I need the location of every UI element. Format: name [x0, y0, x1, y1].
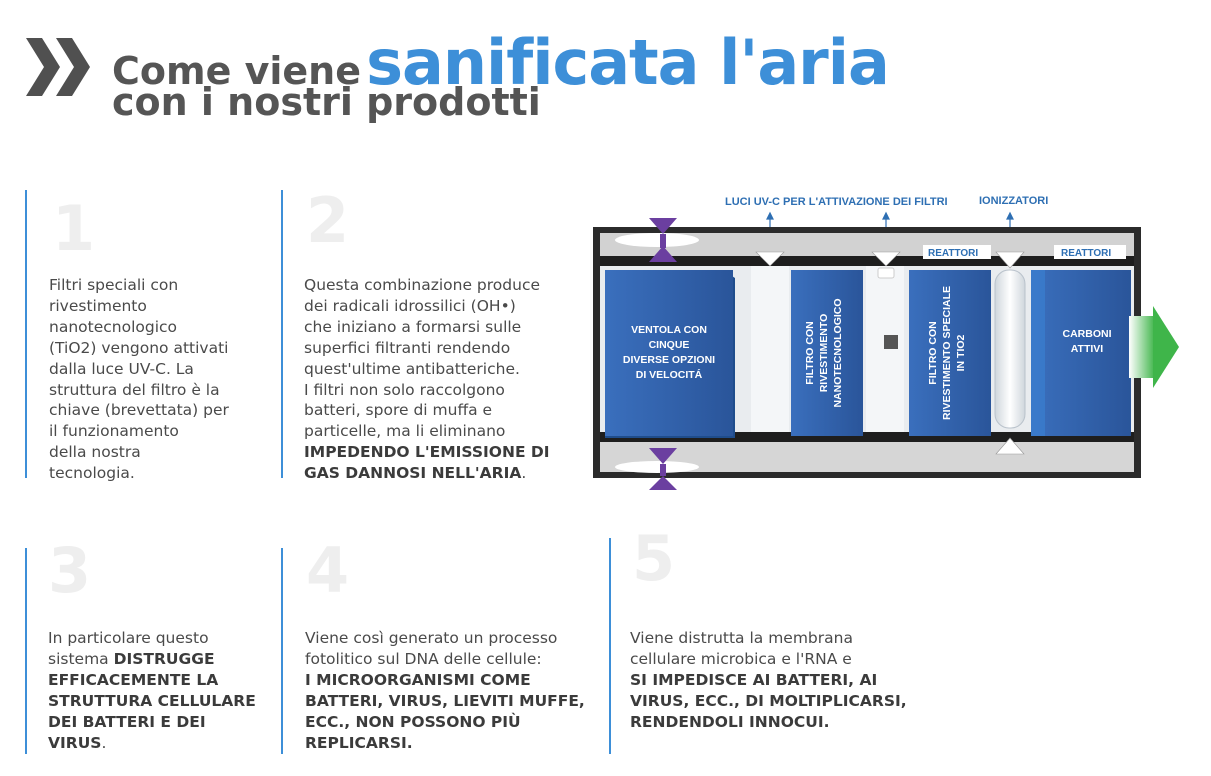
- carbon-box: [1031, 270, 1131, 436]
- text-line: nanotecnologico: [49, 317, 178, 336]
- step-number: 3: [48, 534, 92, 607]
- text-tail: .: [521, 464, 527, 483]
- box-label: ATTIVI: [1070, 343, 1104, 355]
- text-line: rivestimento: [49, 296, 147, 315]
- box-label: IN TIO2: [955, 334, 967, 372]
- step-number: 4: [306, 534, 350, 607]
- text-tail: .: [101, 733, 107, 752]
- divider-line: [281, 190, 283, 478]
- box-label: RIVESTIMENTO SPECIALE: [941, 286, 953, 420]
- text-line: tecnologia.: [49, 464, 135, 483]
- bold-line: SI IMPEDISCE AI BATTERI, AI: [630, 670, 878, 689]
- text-line: Viene così generato un processo: [305, 629, 558, 647]
- reactors-label-1: REATTORI: [928, 248, 979, 259]
- text-line: dalla luce UV-C. La: [49, 359, 194, 378]
- step-1-text: [49, 275, 269, 484]
- text-line: chiave (brevettata) per: [49, 401, 229, 420]
- text-line: quest'ultime antibatteriche.: [304, 359, 520, 378]
- step-5-text: [630, 628, 930, 733]
- title-highlight: sanificata l'aria: [366, 26, 889, 99]
- uvc-lights-label: LUCI UV-C PER L'ATTIVAZIONE DEI FILTRI: [725, 196, 948, 208]
- text-line: della nostra: [49, 443, 141, 462]
- ionizers-label: IONIZZATORI: [979, 195, 1049, 207]
- box-label: FILTRO CON: [927, 321, 939, 385]
- ionizer-lamp: [995, 270, 1025, 428]
- bold-line: EFFICACEMENTE LA: [48, 670, 219, 689]
- box-label: FILTRO CON: [804, 321, 816, 385]
- text-line: particelle, ma li eliminano: [304, 422, 506, 441]
- reactors-label-2: REATTORI: [1061, 248, 1112, 259]
- text-line: struttura del filtro è la: [49, 380, 220, 399]
- text-line: superfici filtranti rendendo: [304, 338, 511, 357]
- text-line: che iniziano a formarsi sulle: [304, 317, 522, 336]
- text-line: il funzionamento: [49, 422, 179, 441]
- step-number: 2: [306, 184, 350, 257]
- box-label: NANOTECNOLOGICO: [832, 298, 844, 408]
- text-line: Viene distrutta la membrana: [630, 629, 853, 647]
- title-part1: Come viene: [112, 49, 361, 93]
- bold-line: I MICROORGANISMI COME: [305, 670, 531, 689]
- fan-box: [605, 270, 735, 438]
- bold-line: GAS DANNOSI NELL'ARIA: [304, 464, 522, 483]
- text-line: batteri, spore di muffa e: [304, 401, 493, 420]
- nano-filter-box: [791, 270, 863, 436]
- purifier-diagram: [591, 190, 1181, 490]
- bold-line: DISTRUGGE: [113, 649, 215, 668]
- bold-line: RENDENDOLI INNOCUI.: [630, 712, 830, 731]
- step-3-text: [48, 628, 273, 753]
- tio2-filter-box: [909, 270, 991, 436]
- title-line2: con i nostri prodotti: [112, 80, 541, 124]
- text-line: In particolare questo: [48, 629, 209, 647]
- air-outflow-arrow-icon: [1129, 306, 1179, 388]
- box-label: CINQUE: [648, 339, 690, 351]
- box-label: VENTOLA CON: [631, 324, 707, 336]
- bold-line: DEI BATTERI E DEI: [48, 712, 206, 731]
- box-label: DIVERSE OPZIONI: [622, 354, 716, 366]
- text-prefix: sistema: [48, 649, 114, 668]
- box-label: CARBONI: [1062, 328, 1112, 340]
- double-chevron-icon: [26, 38, 92, 96]
- bold-line: BATTERI, VIRUS, LIEVITI MUFFE,: [305, 691, 585, 710]
- text-line: dei radicali idrossilici (OH•): [304, 296, 516, 315]
- box-label: RIVESTIMENTO: [818, 313, 830, 393]
- text-line: I filtri non solo raccolgono: [304, 380, 505, 399]
- bold-line: REPLICARSI.: [305, 733, 413, 752]
- bold-line: VIRUS: [48, 733, 102, 752]
- text-line: Filtri speciali con: [49, 276, 179, 294]
- step-number: 1: [52, 192, 96, 265]
- text-line: cellulare microbica e l'RNA e: [630, 649, 852, 668]
- bold-line: STRUTTURA CELLULARE: [48, 691, 256, 710]
- step-2-text: [304, 275, 574, 484]
- text-line: Questa combinazione produce: [304, 276, 540, 294]
- bold-line: VIRUS, ECC., DI MOLTIPLICARSI,: [630, 691, 907, 710]
- step-4-text: [305, 628, 595, 753]
- box-label: DI VELOCITÁ: [635, 369, 703, 381]
- divider-line: [281, 548, 283, 754]
- step-number: 5: [632, 522, 676, 595]
- bold-line: ECC., NON POSSONO PIÙ: [305, 712, 521, 731]
- divider-line: [25, 548, 27, 754]
- text-line: (TiO2) vengono attivati: [49, 338, 229, 357]
- bold-line: IMPEDENDO L'EMISSIONE DI: [304, 443, 550, 462]
- text-line: fotolitico sul DNA delle cellule:: [305, 649, 542, 668]
- divider-line: [609, 538, 611, 754]
- divider-line: [25, 190, 27, 478]
